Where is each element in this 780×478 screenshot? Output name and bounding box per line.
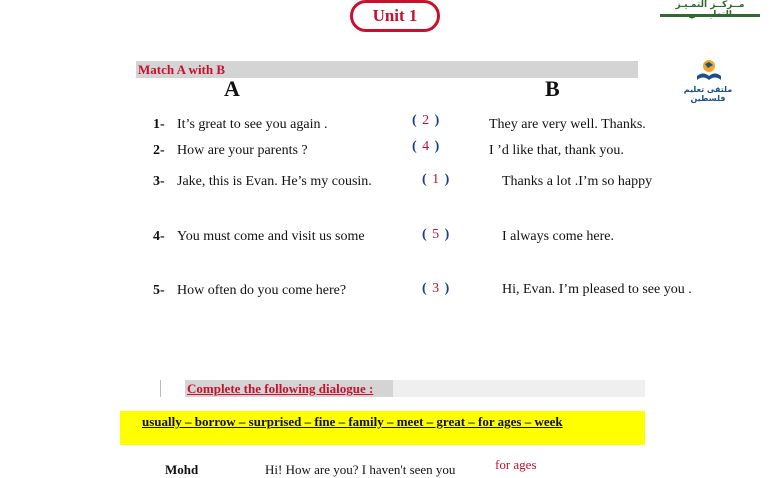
word-bank-text: usually – borrow – surprised – fine – family – meet – great – for ages – week — [142, 414, 563, 429]
answer-box[interactable]: ( 2 ) — [412, 113, 440, 128]
answer-box[interactable]: ( 4 ) — [412, 139, 440, 154]
item-number: 1- — [153, 117, 165, 132]
center-logo-banner: مــركــز التمـيـز التعليمــي — [660, 0, 760, 17]
column-a-heading: A — [224, 76, 240, 101]
column-a-text: How are your parents ? — [177, 143, 308, 158]
column-b-text: Hi, Evan. I’m pleased to see you . — [502, 282, 692, 297]
answer-box[interactable]: ( 1 ) — [422, 172, 450, 187]
answer-box[interactable]: ( 3 ) — [422, 281, 450, 296]
item-number: 4- — [153, 229, 165, 244]
palestine-forum-logo — [668, 58, 748, 103]
column-b-text: They are very well. Thanks. — [489, 117, 646, 132]
column-a-text: Jake, this is Evan. He’s my cousin. — [177, 174, 372, 189]
item-number: 2- — [153, 143, 165, 158]
column-b-heading: B — [545, 76, 560, 101]
answer-box[interactable]: ( 5 ) — [422, 227, 450, 242]
dialogue-section-header — [185, 380, 645, 397]
margin-divider — [160, 380, 161, 397]
item-number: 3- — [153, 174, 165, 189]
book-globe-icon — [696, 58, 722, 82]
answer-value: 3 — [432, 281, 440, 296]
word-bank — [120, 411, 645, 445]
answer-value: 4 — [422, 139, 430, 154]
unit-title: Unit 1 — [350, 0, 440, 32]
answer-value: 5 — [432, 227, 440, 242]
match-section-header — [136, 61, 638, 78]
column-a-text: You must come and visit us some — [177, 229, 365, 244]
column-b-text: Thanks a lot .I’m so happy — [502, 174, 653, 189]
dialogue-answer[interactable]: for ages — [495, 457, 537, 472]
column-a-text: How often do you come here? — [177, 283, 347, 298]
dialogue-line: Hi! How are you? I haven't seen you — [265, 462, 456, 477]
match-section-title: Match A with B — [138, 62, 226, 77]
column-b-text: I ’d like that, thank you. — [489, 143, 624, 158]
answer-value: 2 — [422, 113, 430, 128]
dialogue-section-title: Complete the following dialogue : — [187, 381, 374, 396]
logo-caption: ملتقى تعليم فلسطين — [683, 85, 733, 103]
dialogue-speaker: Mohd — [165, 462, 199, 477]
column-a-text: It’s great to see you again . — [177, 117, 328, 132]
answer-value: 1 — [432, 172, 440, 187]
column-b-text: I always come here. — [502, 229, 614, 244]
item-number: 5- — [153, 283, 165, 298]
